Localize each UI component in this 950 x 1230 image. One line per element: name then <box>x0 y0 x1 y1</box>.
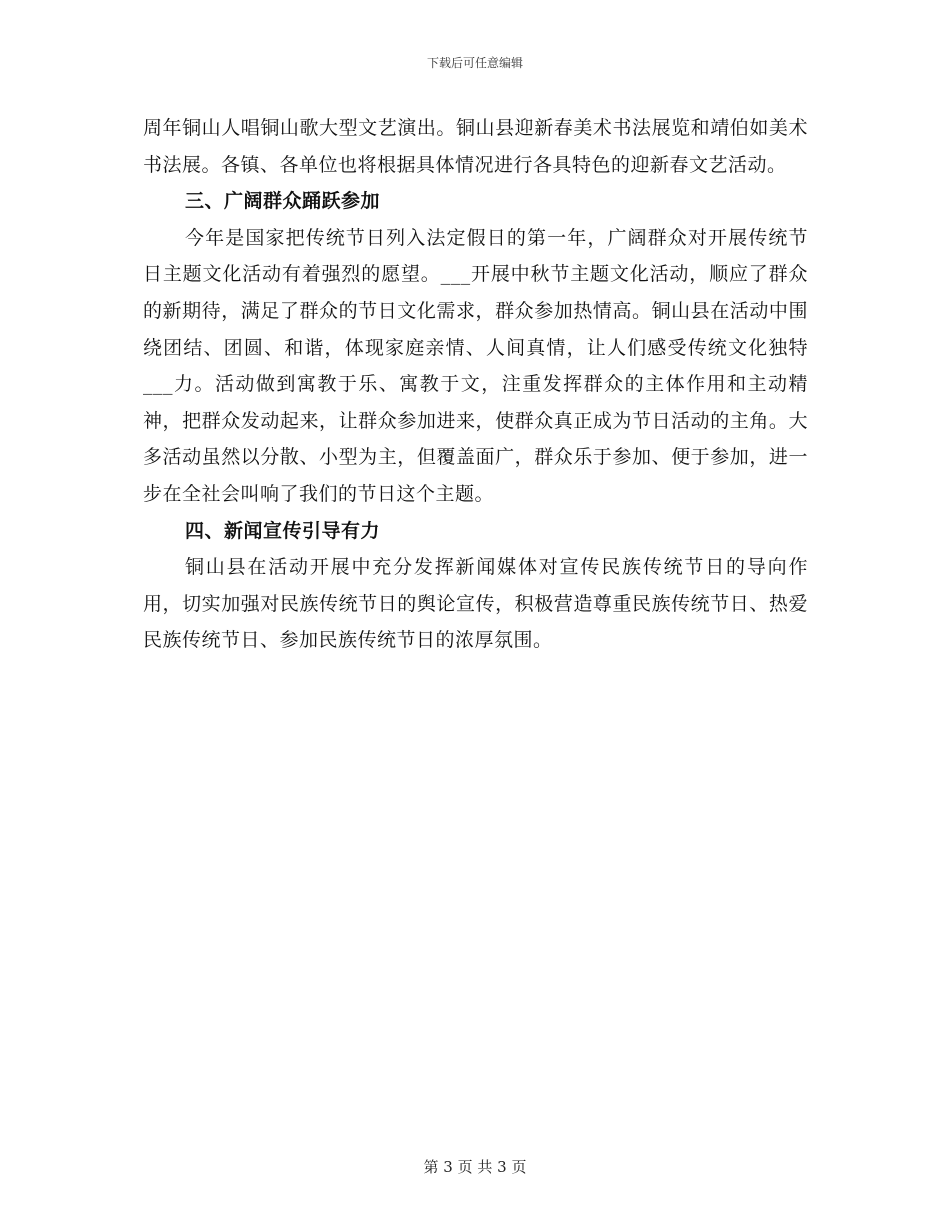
paragraph-section-3: 今年是国家把传统节日列入法定假日的第一年，广阔群众对开展传统节日主题文化活动有着强烈的愿望。___开展中秋节主题文化活动，顺应了群众的新期待，满足了群众的节日文化需求，群众参加热情高。铜山县在活动中围绕团结、团圆、和谐，体现家庭亲情、人间真情，让人们感受传统文化独特___力。活动做到寓教于乐、寓教于文，注重发挥群众的主体作用和主动精神，把群众发动起来，让群众参加进来，使群众真正成为节日活动的主角。大多活动虽然以分散、小型为主，但覆盖面广，群众乐于参加、便于参加，进一步在全社会叫响了我们的节日这个主题。 <box>143 226 808 505</box>
document-body <box>143 110 808 659</box>
page-number: 第 3 页 共 3 页 <box>423 1158 527 1176</box>
section-heading-4: 四、新闻宣传引导有力 <box>185 519 381 542</box>
header-note: 下载后可任意编辑 <box>426 56 523 70</box>
section-heading-3: 三、广阔群众踊跃参加 <box>185 190 381 213</box>
paragraph-continued: 周年铜山人唱铜山歌大型文艺演出。铜山县迎新春美术书法展览和靖伯如美术书法展。各镇、各单位也将根据具体情况进行各具特色的迎新春文艺活动。 <box>143 117 808 176</box>
paragraph-section-4: 铜山县在活动开展中充分发挥新闻媒体对宣传民族传统节日的导向作用，切实加强对民族传统节日的舆论宣传，积极营造尊重民族传统节日、热爱民族传统节日、参加民族传统节日的浓厚氛围。 <box>143 556 808 652</box>
